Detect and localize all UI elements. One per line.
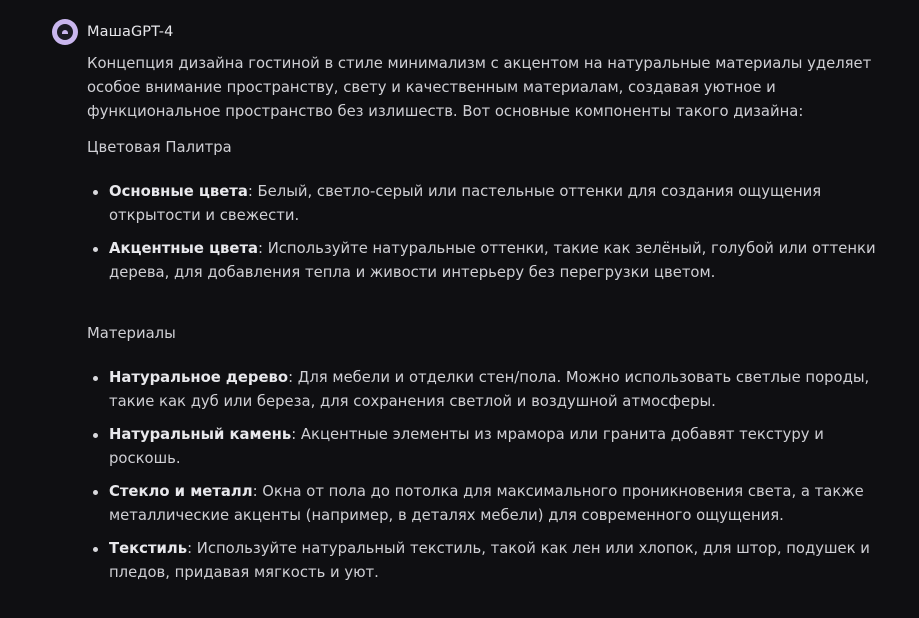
- item-text: : Окна от пола до потолка для максимального проникновения света, а также металлические акценты (например, в деталях мебели) для современного ощущения.: [109, 483, 864, 524]
- list-item: [87, 480, 877, 528]
- palette-section-title: Цветовая Палитра: [87, 139, 232, 156]
- bullet-icon: [93, 433, 98, 438]
- list-item: [87, 537, 877, 585]
- materials-list: [87, 366, 877, 585]
- materials-section-title: Материалы: [87, 325, 176, 342]
- list-item: [87, 237, 877, 285]
- item-term: Основные цвета: [109, 183, 248, 200]
- item-term: Стекло и металл: [109, 483, 253, 500]
- item-text: : Для мебели и отделки стен/пола. Можно использовать светлые породы, такие как дуб или береза, для сохранения светлой и воздушной атмосферы.: [109, 369, 870, 410]
- item-text: : Используйте натуральные оттенки, такие как зелёный, голубой или оттенки дерева, для добавления тепла и живости интерьеру без перегрузки цветом.: [109, 240, 876, 281]
- bullet-icon: [93, 190, 98, 195]
- bullet-icon: [93, 490, 98, 495]
- avatar-eye: [62, 30, 68, 34]
- list-item: [87, 366, 877, 414]
- intro-paragraph: Концепция дизайна гостиной в стиле минимализм с акцентом на натуральные материалы уделяет особое внимание пространству, свету и качественным материалам, создавая уютное и функциональное пространство без излишеств. Вот основные компоненты такого дизайна:: [87, 55, 872, 120]
- item-term: Акцентные цвета: [109, 240, 259, 257]
- item-term: Текстиль: [109, 540, 188, 557]
- item-text: : Акцентные элементы из мрамора или гранита добавят текстуру и роскошь.: [109, 426, 824, 467]
- list-item: [87, 180, 877, 228]
- bot-avatar-icon: [52, 19, 78, 45]
- bullet-icon: [93, 247, 98, 252]
- item-term: Натуральный камень: [109, 426, 292, 443]
- sender-name: МашаGPT-4: [87, 24, 174, 40]
- assistant-message: [87, 52, 877, 594]
- item-text: : Используйте натуральный текстиль, такой как лен или хлопок, для штор, подушек и пледов, придавая мягкость и уют.: [109, 540, 870, 581]
- message-header: [52, 17, 173, 47]
- palette-list: [87, 180, 877, 285]
- bullet-icon: [93, 547, 98, 552]
- item-text: : Белый, светло-серый или пастельные оттенки для создания ощущения открытости и свежести.: [109, 183, 822, 224]
- list-item: [87, 423, 877, 471]
- bullet-icon: [93, 376, 98, 381]
- avatar-face: [57, 24, 73, 40]
- item-term: Натуральное дерево: [109, 369, 289, 386]
